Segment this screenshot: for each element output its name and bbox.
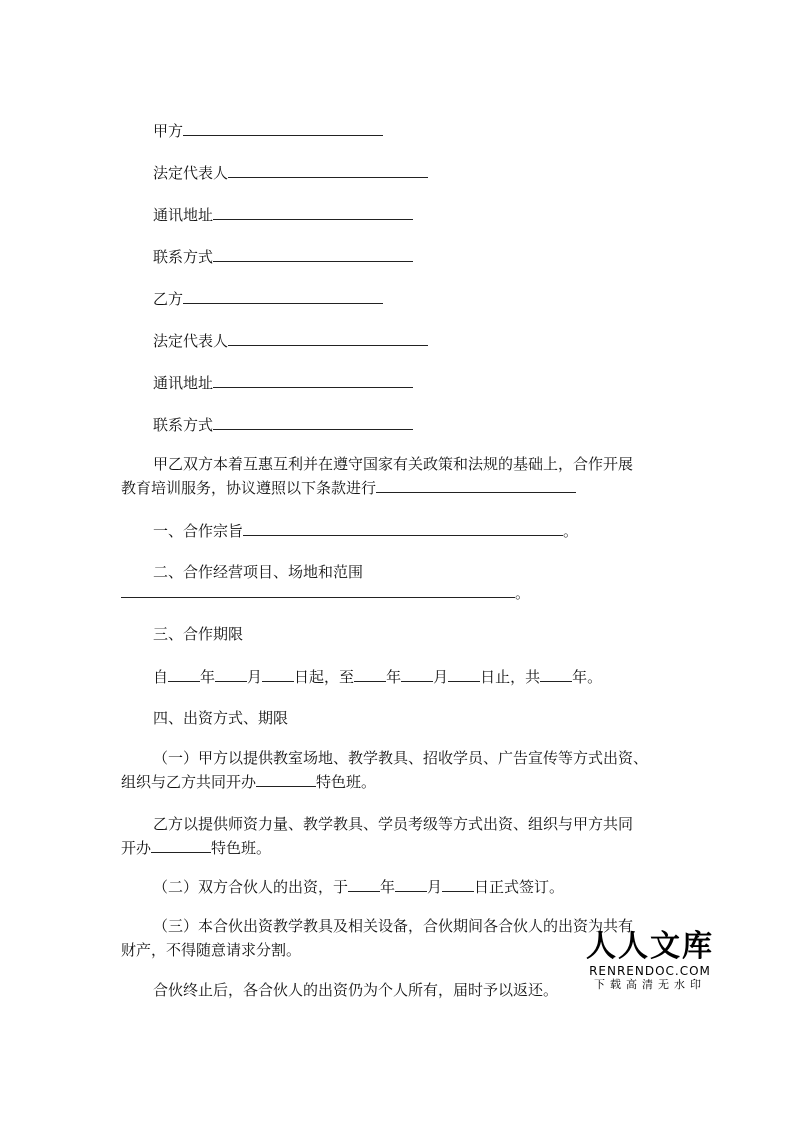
party-a-rep-line: 法定代表人 (153, 162, 428, 183)
clause-1b: 乙方以提供师资力量、教学教具、学员考级等方式出资、组织与甲方共同 开办 特色班。 (121, 815, 634, 857)
watermark-logo: 人人文库 RENRENDOC.COM 下载高清无水印 (586, 929, 714, 991)
blank (151, 837, 211, 853)
blank (401, 666, 433, 682)
party-b-name-line: 乙方 (153, 288, 383, 309)
section-1: 一、合作宗旨 。 (153, 522, 579, 540)
blank (183, 288, 383, 304)
blank (121, 582, 515, 598)
clause-3: （三）本合伙出资教学教具及相关设备，合伙期间各合伙人的出资为共有 财产，不得随意请求分割。 (121, 917, 634, 959)
section-3-period: 自 年 月 日起，至 年 月 日止，共 年。 (153, 668, 603, 686)
intro-paragraph: 甲乙双方本着互惠互利并在遵守国家有关政策和法规的基础上，合作开展 教育培训服务，协议遵照以下条款进行 (121, 455, 634, 497)
blank (442, 876, 474, 892)
section-4-title: 四、出资方式、期限 (153, 709, 289, 727)
blank (213, 372, 413, 388)
blank (228, 330, 428, 346)
blank (376, 477, 576, 493)
party-a-contact-line: 联系方式 (153, 246, 413, 267)
party-a-name-line: 甲方 (153, 120, 383, 141)
section-2-title: 二、合作经营项目、场地和范围 (153, 563, 364, 581)
party-b-addr-line: 通讯地址 (153, 372, 413, 393)
party-b-contact-line: 联系方式 (153, 414, 413, 435)
clause-2: （二）双方合伙人的出资，于 年 月 日正式签订。 (153, 878, 565, 896)
blank (228, 162, 428, 178)
section-3-title: 三、合作期限 (153, 625, 244, 643)
blank (395, 876, 427, 892)
party-b-rep-line: 法定代表人 (153, 330, 428, 351)
blank (183, 120, 383, 136)
clause-4: 合伙终止后，各合伙人的出资仍为个人所有，届时予以返还。 (153, 981, 559, 999)
blank (354, 666, 386, 682)
blank (213, 414, 413, 430)
blank (243, 520, 563, 536)
blank (262, 666, 294, 682)
section-2-blank: 。 (121, 582, 530, 603)
blank (168, 666, 200, 682)
blank (215, 666, 247, 682)
blank (256, 771, 316, 787)
blank (348, 876, 380, 892)
party-a-addr-line: 通讯地址 (153, 204, 413, 225)
blank (448, 666, 480, 682)
clause-1: （一）甲方以提供教室场地、教学教具、招收学员、广告宣传等方式出资、 组织与乙方共同开办 特色班。 (121, 749, 649, 791)
blank (540, 666, 572, 682)
blank (213, 204, 413, 220)
blank (213, 246, 413, 262)
